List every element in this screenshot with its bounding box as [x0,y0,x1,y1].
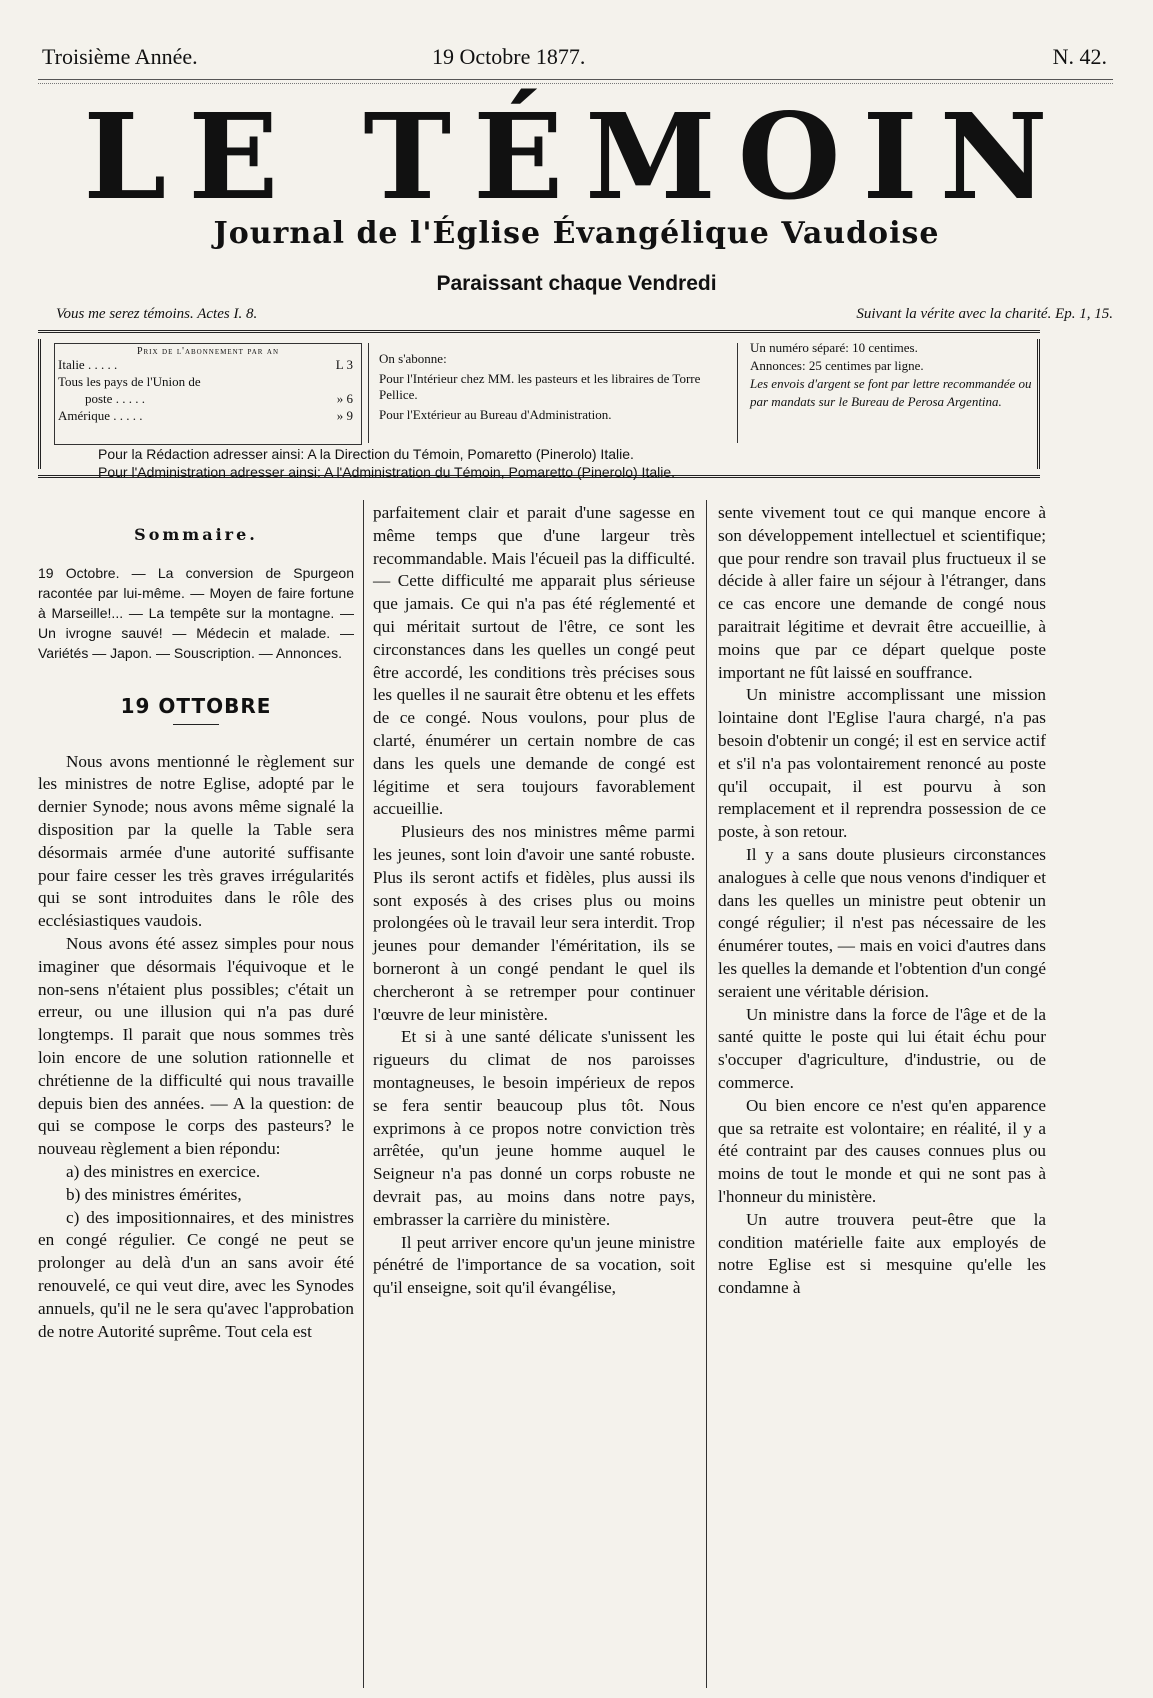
address-info [98,445,675,481]
paragraph: Il peut arriver encore qu'un jeune ministre pénétré de l'importance de sa vocation, soit qu'il enseigne, soit qu'il évangélise, [373,1232,695,1298]
rates-info: Un numéro séparé: 10 centimes. Annonces: 25 centimes par ligne. Les envois d'argent se font par lettre recommandée ou par mandats sur le Bureau de Perosa Argentina. [750,340,1032,409]
administration-address: Pour l'Administration adresser ainsi: A l'Administration du Témoin, Pomaretto (Pinerolo) Italie. [98,464,676,480]
paragraph: sente vivement tout ce qui manque encore à son développement intellectuel et scientifique; que pour rendre son travail plus fructueux il se décide à aller faire un séjour à l'étranger, dans ce cas encore une demande de congé nous paraitrait légitime et devrait être accueillie, à moins que par ce départ quelque poste important ne fût laissé en souffrance. [718,503,1046,682]
prices-heading: Prix de l'abonnement par an [136,346,280,357]
paragraph: Un autre trouvera peut-être que la condition matérielle faite aux employés de notre Eglise est si mesquine qu'elle les condamne à [718,1209,1046,1298]
paragraph: Plusieurs des nos ministres même parmi les jeunes, sont loin d'avoir une santé robuste. Plus ils seront actifs et fidèles, plus aussi ils sont exposés à des crises plus ou moins prolongées où le travail leur sera interdit. Trop jeunes pour demander l'éméritation, ils se borneront à un congé pendant le quel ils chercheront à se retremper pour continuer l'œuvre de leur ministère. [373,822,695,1024]
column-1 [38,502,354,1343]
column-3 [718,502,1046,1300]
where-heading: On s'abonne: [379,351,447,366]
price-row: Tous les pays de l'Union de [58,374,201,389]
paragraph: Nous avons mentionné le règlement sur les ministres de notre Eglise, adopté par le dernier Synode; nous avons même signalé la disposition par la quelle la Table sera désormais armée d'une autorité suffisante pour faire cesser les très graves irrégularités qui se sont introduites dans le rôle des ecclésiastiques vaudois. [38,751,354,931]
issue-header [38,44,1113,72]
issue-date: 19 Octobre 1877. [432,44,586,69]
title-rule [173,724,219,725]
newspaper-title: LE TÉMOIN [83,87,1070,226]
year-label: Troisième Année. [42,44,198,69]
mottos [56,306,1113,328]
paragraph: Un ministre accomplissant une mission lointaine dont l'Eglise l'aura chargé, n'a pas besoin d'obtenir un congé; il est en service actif et s'il n'a pas volontairement renoncé au poste qu'il occupait, il est pourvu à son remplacement et il reprendra possession de ce poste, à son retour. [718,685,1046,842]
motto-right: Suivant la vérite avec la charité. Ep. 1, 15. [856,306,1113,322]
subscription-prices [54,343,362,445]
paragraph: c) des impositionnaires, et des ministres en congé régulier. Ce congé ne peut se prolonger au delà d'un an sans avoir été renouvelé, ce qui veut dire, avec les Synodes annuels, qu'il ne le sera qu'avec l'approbation de notre Autorité suprême. Tout cela est [38,1207,354,1341]
column-2 [373,502,695,1300]
paragraph: b) des ministres émérites, [66,1184,242,1204]
price-row: Amérique . . . . . » 9 [58,408,353,423]
redaction-address: Pour la Rédaction adresser ainsi: A la Direction du Témoin, Pomaretto (Pinerolo) Italie. [98,446,634,462]
header-divider [38,79,1113,84]
column-rule [706,500,707,1688]
paragraph: Il y a sans doute plusieurs circonstances analogues à celle que nous venons d'indiquer et dans les quelles un ministre peut obtenir un congé régulier; il n'est pas nécessaire de les énumérer toutes, — mais en voici d'autres dans les quelles la demande et l'obtention d'un congé seraient une véritable dérision. [718,844,1046,1001]
price-row: poste . . . . . » 6 [85,391,353,406]
publication-frequency: Paraissant chaque Vendredi [436,272,717,295]
issue-number: N. 42. [1052,44,1107,69]
where-exterior: Pour l'Extérieur au Bureau d'Administration. [379,407,612,422]
sommaire-title: Sommaire. [134,525,258,544]
newspaper-subtitle: Journal de l'Église Évangélique Vaudoise [213,216,940,251]
where-interior: Pour l'Intérieur chez MM. les pasteurs et les libraires de Torre Pellice. [379,371,701,402]
sommaire-text: 19 Octobre. — La conversion de Spurgeon racontée par lui-même. — Moyen de faire fortune à Marseille!... — La tempête sur la montagne. — Un ivrogne sauvé! — Médecin et malade. — Variétés — Japon. — Souscription. — Annonces. [38,564,354,661]
paragraph: parfaitement clair et parait d'une sagesse en même temps que d'une largeur très recommandable. Mais l'écueil pas la difficulté. — Cette difficulté me apparait plus sérieuse que jamais. Ce qui n'a pas été réglementé et qui méritait surtout de l'être, ce sont les circonstances dans les quelles un congé peut être accordé, les conditions très précises sous les quelles il ne saurait être obtenu et les effets de ce congé. Nous voulons, pour plus de clarté, énumérer un certain nombre de cas dans les quels une demande de congé est légitime et sera toujours favorablement accueillie. [373,503,695,819]
paragraph: a) des ministres en exercice. [66,1161,261,1181]
article-title: 19 OTTOBRE [120,693,272,718]
price-row: Italie . . . . . L 3 [58,357,353,372]
column-rule [363,500,364,1688]
paragraph: Un ministre dans la force de l'âge et de la santé quitte le poste qui lui était échu pour s'occuper d'agriculture, d'industrie, ou de commerce. [718,1004,1046,1092]
subscription-box [38,330,1040,478]
paragraph: Ou bien encore ce n'est qu'en apparence que sa retraite est volontaire; en réalité, il y a été contraint par des causes connues plus ou moins de tout le monde et qui ne sont pas à l'honneur du ministère. [718,1095,1046,1206]
paragraph: Et si à une santé délicate s'unissent les rigueurs du climat de nos paroisses montagneuses, le besoin impérieux de repos se fera sentir beaucoup plus tôt. Nous exprimons à ce propos notre conviction très arrêtée, qu'un jeune homme auquel le Seigneur n'a pas donné un corps robuste ne devrait pas, au moins dans notre pays, embrasser la carrière du ministère. [373,1027,695,1229]
paragraph: Nous avons été assez simples pour nous imaginer que désormais l'équivoque et le non-sens n'étaient plus possibles; c'était un erreur, ou une illusion qui n'a pas duré longtemps. Il parait que nous sommes très loin encore de une solution rationnelle et chrétienne de la difficulté qui nous travaille depuis bien des années. — A la question: de qui se compose le corps des pasteurs? le nouveau règlement a bien répondu: [38,933,354,1159]
motto-left: Vous me serez témoins. Actes I. 8. [56,306,258,322]
subscription-where [368,343,738,443]
